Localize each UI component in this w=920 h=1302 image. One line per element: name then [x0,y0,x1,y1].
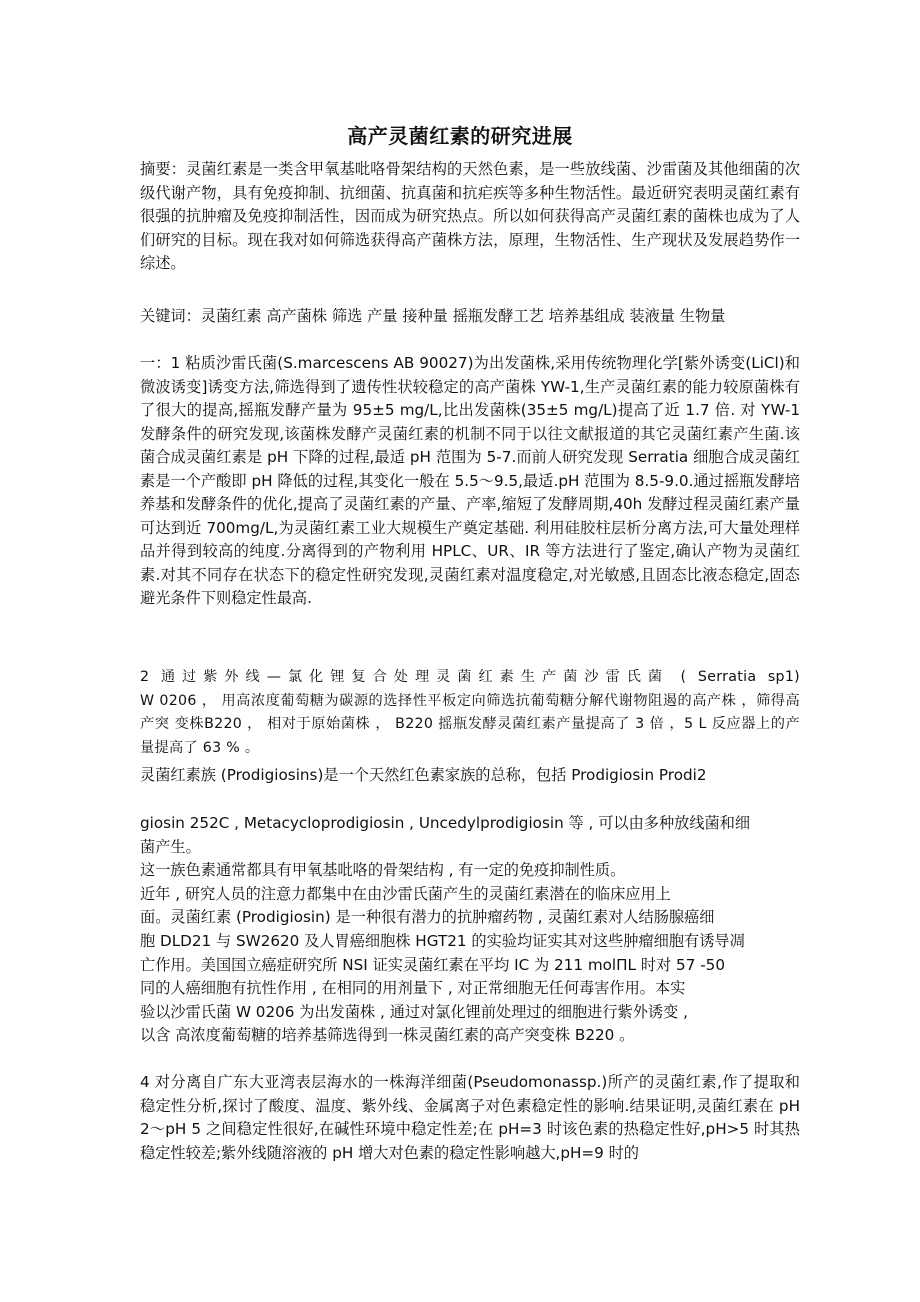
section-2-body: W 0206 ， 用高浓度葡萄糖为碳源的选择性平板定向筛选抗葡萄糖分解代谢物阻遏的高产株 ，筛得高产突 变株B220 ， 相对于原始菌株 ， B220 摇瓶发酵灵菌红素产量提高了 3 倍 ，5 L 反应器上的产量提高了 63 % 。 [140,692,800,756]
abstract-paragraph: 摘要：灵菌红素是一类含甲氧基吡咯骨架结构的天然色素，是一些放线菌、沙雷菌及其他细菌的次级代谢产物，具有免疫抑制、抗细菌、抗真菌和抗疟疾等多种生物活性。最近研究表明灵菌红素有很强的抗肿瘤及免疫抑制活性，因而成为研究热点。所以如何获得高产灵菌红素的菌株也成为了人们研究的目标。现在我对如何筛选获得高产菌株方法，原理，生物活性、生产现状及发展趋势作一综述。 [140,160,800,272]
section-4-paragraph: 4 对分离自广东大亚湾表层海水的一株海洋细菌(Pseudomonassp.)所产的灵菌红素,作了提取和稳定性分析,探讨了酸度、温度、紫外线、金属离子对色素稳定性的影响.结果证明,灵菌红素在 pH 2～pH 5 之间稳定性很好,在碱性环境中稳定性差;在 pH=3 时该色素的热稳定性好,pH>5 时其热稳定性较差;紫外线随溶液的 pH 增大对色素的稳定性影响越大,pH=9 时的 [140,1073,800,1162]
prodigiosin-line-8: 同的人癌细胞有抗性作用 , 在相同的用剂量下 , 对正常细胞无任何毒害作用。本实 [140,979,686,997]
prodigiosin-line-9: 验以沙雷氏菌 W 0206 为出发菌株 , 通过对氯化锂前处理过的细胞进行紫外诱变 , [140,1003,688,1021]
prodigiosin-line-6: 胞 DLD21 与 SW2620 及人胃癌细胞株 HGT21 的实验均证实其对这些肿瘤细胞有诱导凋 [140,932,745,950]
prodigiosin-line-4: 近年 , 研究人员的注意力都集中在由沙雷氏菌产生的灵菌红素潜在的临床应用上 [140,885,671,903]
prodigiosin-line-2: 菌产生。 [140,838,201,856]
section-2-paragraph [140,666,800,760]
prodigiosin-line-1: giosin 252C , Metacycloprodigiosin , Uncedylprodigiosin 等 , 可以由多种放线菌和细 [140,814,751,832]
section-2-first-line: 2 通过紫外线—氯化锂复合处理灵菌红素生产菌沙雷氏菌 ( Serratia sp1) [140,669,800,685]
document-title: 高产灵菌红素的研究进展 [347,124,573,148]
prodigiosin-line-7: 亡作用。美国国立癌症研究所 NSI 证实灵菌红素在平均 IC 为 211 molΠL 时对 57 -50 [140,956,726,974]
section-1-paragraph: 一：1 粘质沙雷氏菌(S.marcescens AB 90027)为出发菌株,采用传统物理化学[紫外诱变(LiCl)和微波诱变]诱变方法,筛选得到了遗传性状较稳定的高产菌株 YW-1,生产灵菌红素的能力较原菌株有了很大的提高,摇瓶发酵产量为 95±5 mg/L,比出发菌株(35±5 mg/L)提高了近 1.7 倍. 对 YW-1 发酵条件的研究发现,该菌株发酵产灵菌红素的机制不同于以往文献报道的其它灵菌红素产生菌.该菌合成灵菌红素是 pH 下降的过程,最适 pH 范围为 5-7.而前人研究发现 Serratia 细胞合成灵菌红素是一个产酸即 pH 降低的过程,其变化一般在 5.5～9.5,最适.pH 范围为 8.5-9.0.通过摇瓶发酵培养基和发酵条件的优化,提高了灵菌红素的产量、产率,缩短了发酵周期,40h 发酵过程灵菌红素产量可达到近 700mg/L,为灵菌红素工业大规模生产奠定基础. 利用硅胶柱层析分离方法,可大量处理样品并得到较高的纯度.分离得到的产物利用 HPLC、UR、IR 等方法进行了鉴定,确认产物为灵菌红素.对其不同存在状态下的稳定性研究发现,灵菌红素对温度稳定,对光敏感,且固态比液态稳定,固态避光条件下则稳定性最高. [140,354,800,607]
prodigiosin-family-line-1: 灵菌红素族 (Prodigiosins)是一个天然红色素家族的总称，包括 Prodigiosin Prodi2 [140,766,707,784]
prodigiosin-line-3: 这一族色素通常都具有甲氧基吡咯的骨架结构 , 有一定的免疫抑制性质。 [140,861,626,879]
prodigiosin-line-10: 以含 高浓度葡萄糖的培养基筛选得到一株灵菌红素的高产突变株 B220 。 [140,1026,635,1044]
keywords-line: 关键词：灵菌红素 高产菌株 筛选 产量 接种量 摇瓶发酵工艺 培养基组成 装液量 生物量 [140,307,726,325]
prodigiosin-line-5: 面。灵菌红素 (Prodigiosin) 是一种很有潜力的抗肿瘤药物 , 灵菌红素对人结肠腺癌细 [140,908,715,926]
